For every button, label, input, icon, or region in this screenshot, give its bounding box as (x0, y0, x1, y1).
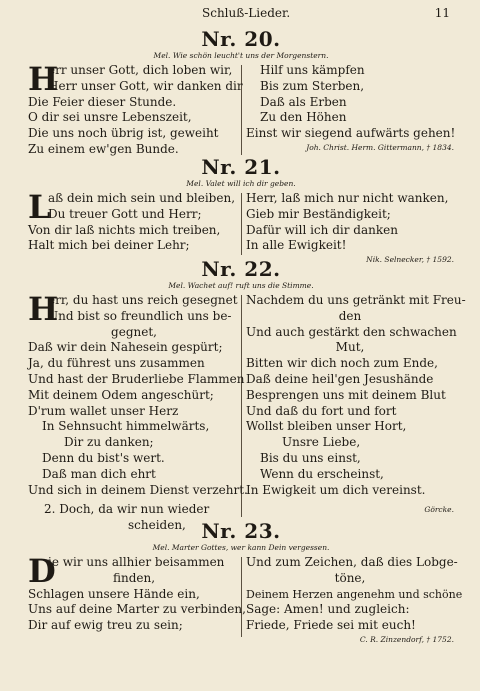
verse-left (28, 552, 246, 634)
verse-line: Zu den Höhen (260, 110, 347, 125)
page-header (30, 6, 450, 22)
verse-line: Dafür will ich dir danken (246, 222, 398, 237)
verse-line: Hilf uns kämpfen (260, 63, 365, 77)
drop-cap: D (28, 552, 56, 590)
verse-line: Dir zu danken; (64, 435, 154, 450)
verse-line: Die Feier dieser Stunde. (28, 94, 177, 109)
drop-cap: H (28, 290, 59, 328)
verse-line: Sage: Amen! und zugleich: (246, 602, 410, 617)
verse-line: Deinem Herzen angenehm und schöne (246, 587, 463, 601)
verse-line: D'rum wallet unser Herz (28, 403, 179, 418)
author-credit: Nik. Selnecker, † 1592. (366, 255, 454, 265)
verse-line: Und daß du fort und fort (246, 403, 397, 418)
melody-line: Mel. Valet will ich dir geben. (186, 179, 296, 188)
verse-right (246, 555, 463, 645)
verse-line: Und auch gestärkt den schwachen (246, 324, 457, 339)
verse-line: O dir sei unsre Lebenszeit, (28, 110, 192, 125)
hymn-title: Nr. 20. (201, 27, 281, 51)
verse-line: In Sehnsucht himmelwärts, (42, 419, 210, 434)
hymn-title: Nr. 21. (201, 155, 281, 179)
verse-line: In Ewigkeit um dich vereinst. (246, 482, 426, 497)
verse-line: Bitten wir dich noch zum Ende, (246, 356, 438, 371)
verse-line: Besprengen uns mit deinem Blut (246, 387, 446, 402)
verse-line: Mut, (335, 340, 365, 355)
author-credit: Joh. Christ. Herm. Gittermann, † 1834. (306, 142, 454, 152)
hymn-21 (28, 155, 454, 265)
verse-line: In alle Ewigkeit! (246, 238, 347, 253)
verse-line: 2. Doch, da wir nun wieder (44, 502, 210, 517)
hymn-20 (28, 28, 454, 159)
verse-line: Denn du bist's wert. (42, 450, 165, 465)
verse-line: töne, (334, 570, 366, 585)
column-divider (241, 193, 242, 255)
author-credit: C. R. Zinzendorf, † 1752. (359, 634, 454, 644)
verse-line: Friede, Friede sei mit euch! (246, 618, 416, 633)
verse-line: Und sich in deinem Dienst verzehrt. (28, 482, 248, 497)
column-divider (241, 557, 242, 637)
verse-line: Unsre Liebe, (282, 435, 361, 450)
verse-line: Und zum Zeichen, daß dies Lobge- (246, 555, 458, 569)
verse-line: Die uns noch übrig ist, geweiht (28, 126, 219, 141)
verse-line: finden, (112, 570, 156, 585)
verse-line: gegnet, (111, 324, 157, 339)
verse-line: Uns auf deine Marter zu verbinden, (28, 602, 246, 617)
verse-line: Daß man dich ehrt (42, 466, 156, 481)
page-number: 11 (434, 6, 450, 20)
verse-line: Und bist so freundlich uns be- (48, 308, 232, 323)
verse-line: aß dein mich sein und bleiben, (48, 191, 236, 205)
verse-line: Zu einem ew'gen Bunde. (28, 141, 179, 156)
verse-line: Einst wir siegend aufwärts gehen! (246, 126, 456, 141)
verse-line: Schlagen unsere Hände ein, (28, 586, 200, 601)
verse-line: err unser Gott, dich loben wir, (48, 63, 233, 77)
verse-right (246, 63, 454, 153)
hymn-22 (28, 257, 466, 533)
author-credit: Görcke. (424, 505, 454, 515)
verse-line: Du treuer Gott und Herr; (48, 206, 202, 221)
verse-line: Von dir laß nichts mich treiben, (28, 222, 221, 237)
verse-left (28, 290, 248, 534)
verse-line: Nachdem du uns getränkt mit Freu- (246, 293, 466, 307)
verse-line: Daß wir dein Nahesein gespürt; (28, 340, 223, 355)
hymn-title: Nr. 22. (201, 257, 281, 281)
verse-line: Herr unser Gott, wir danken dir (48, 78, 243, 93)
verse-line: Bis zum Sterben, (260, 78, 365, 93)
verse-line: Ja, du führest uns zusammen (28, 356, 205, 371)
drop-cap: H (28, 60, 59, 98)
verse-left (28, 188, 240, 254)
verse-line: Daß deine heil'gen Jesushände (246, 371, 434, 386)
verse-line: Wenn du erscheinst, (260, 466, 384, 481)
verse-line: scheiden, (128, 518, 186, 533)
drop-cap: L (28, 188, 51, 226)
hymn-23 (28, 519, 463, 655)
verse-line: Daß als Erben (260, 94, 347, 109)
verse-right (246, 191, 454, 265)
hymn-title: Nr. 23. (201, 519, 281, 543)
verse-line: Halt mich bei deiner Lehr; (28, 238, 190, 253)
verse-line: Gieb mir Beständigkeit; (246, 206, 391, 221)
melody-line: Mel. Wie schön leucht't uns der Morgenstern. (153, 51, 329, 60)
verse-line: Herr, laß mich nur nicht wanken, (246, 191, 449, 205)
verse-line: Wollst bleiben unser Hort, (246, 419, 407, 434)
verse-left (28, 60, 243, 158)
melody-line: Mel. Wachet auf! ruft uns die Stimme. (168, 281, 314, 290)
verse-line: Bis du uns einst, (260, 450, 361, 465)
melody-line: Mel. Marter Gottes, wer kann Dein vergessen. (152, 543, 330, 552)
running-head: Schluß-Lieder. (202, 6, 291, 20)
verse-right (246, 293, 466, 515)
verse-line: den (338, 308, 362, 323)
verse-line: err, du hast uns reich gesegnet (48, 293, 238, 307)
verse-line: Dir auf ewig treu zu sein; (28, 618, 183, 633)
verse-line: ie wir uns allhier beisammen (48, 555, 225, 569)
verse-line: Und hast der Bruderliebe Flammen (28, 371, 245, 386)
verse-line: Mit deinem Odem angeschürt; (28, 387, 214, 402)
